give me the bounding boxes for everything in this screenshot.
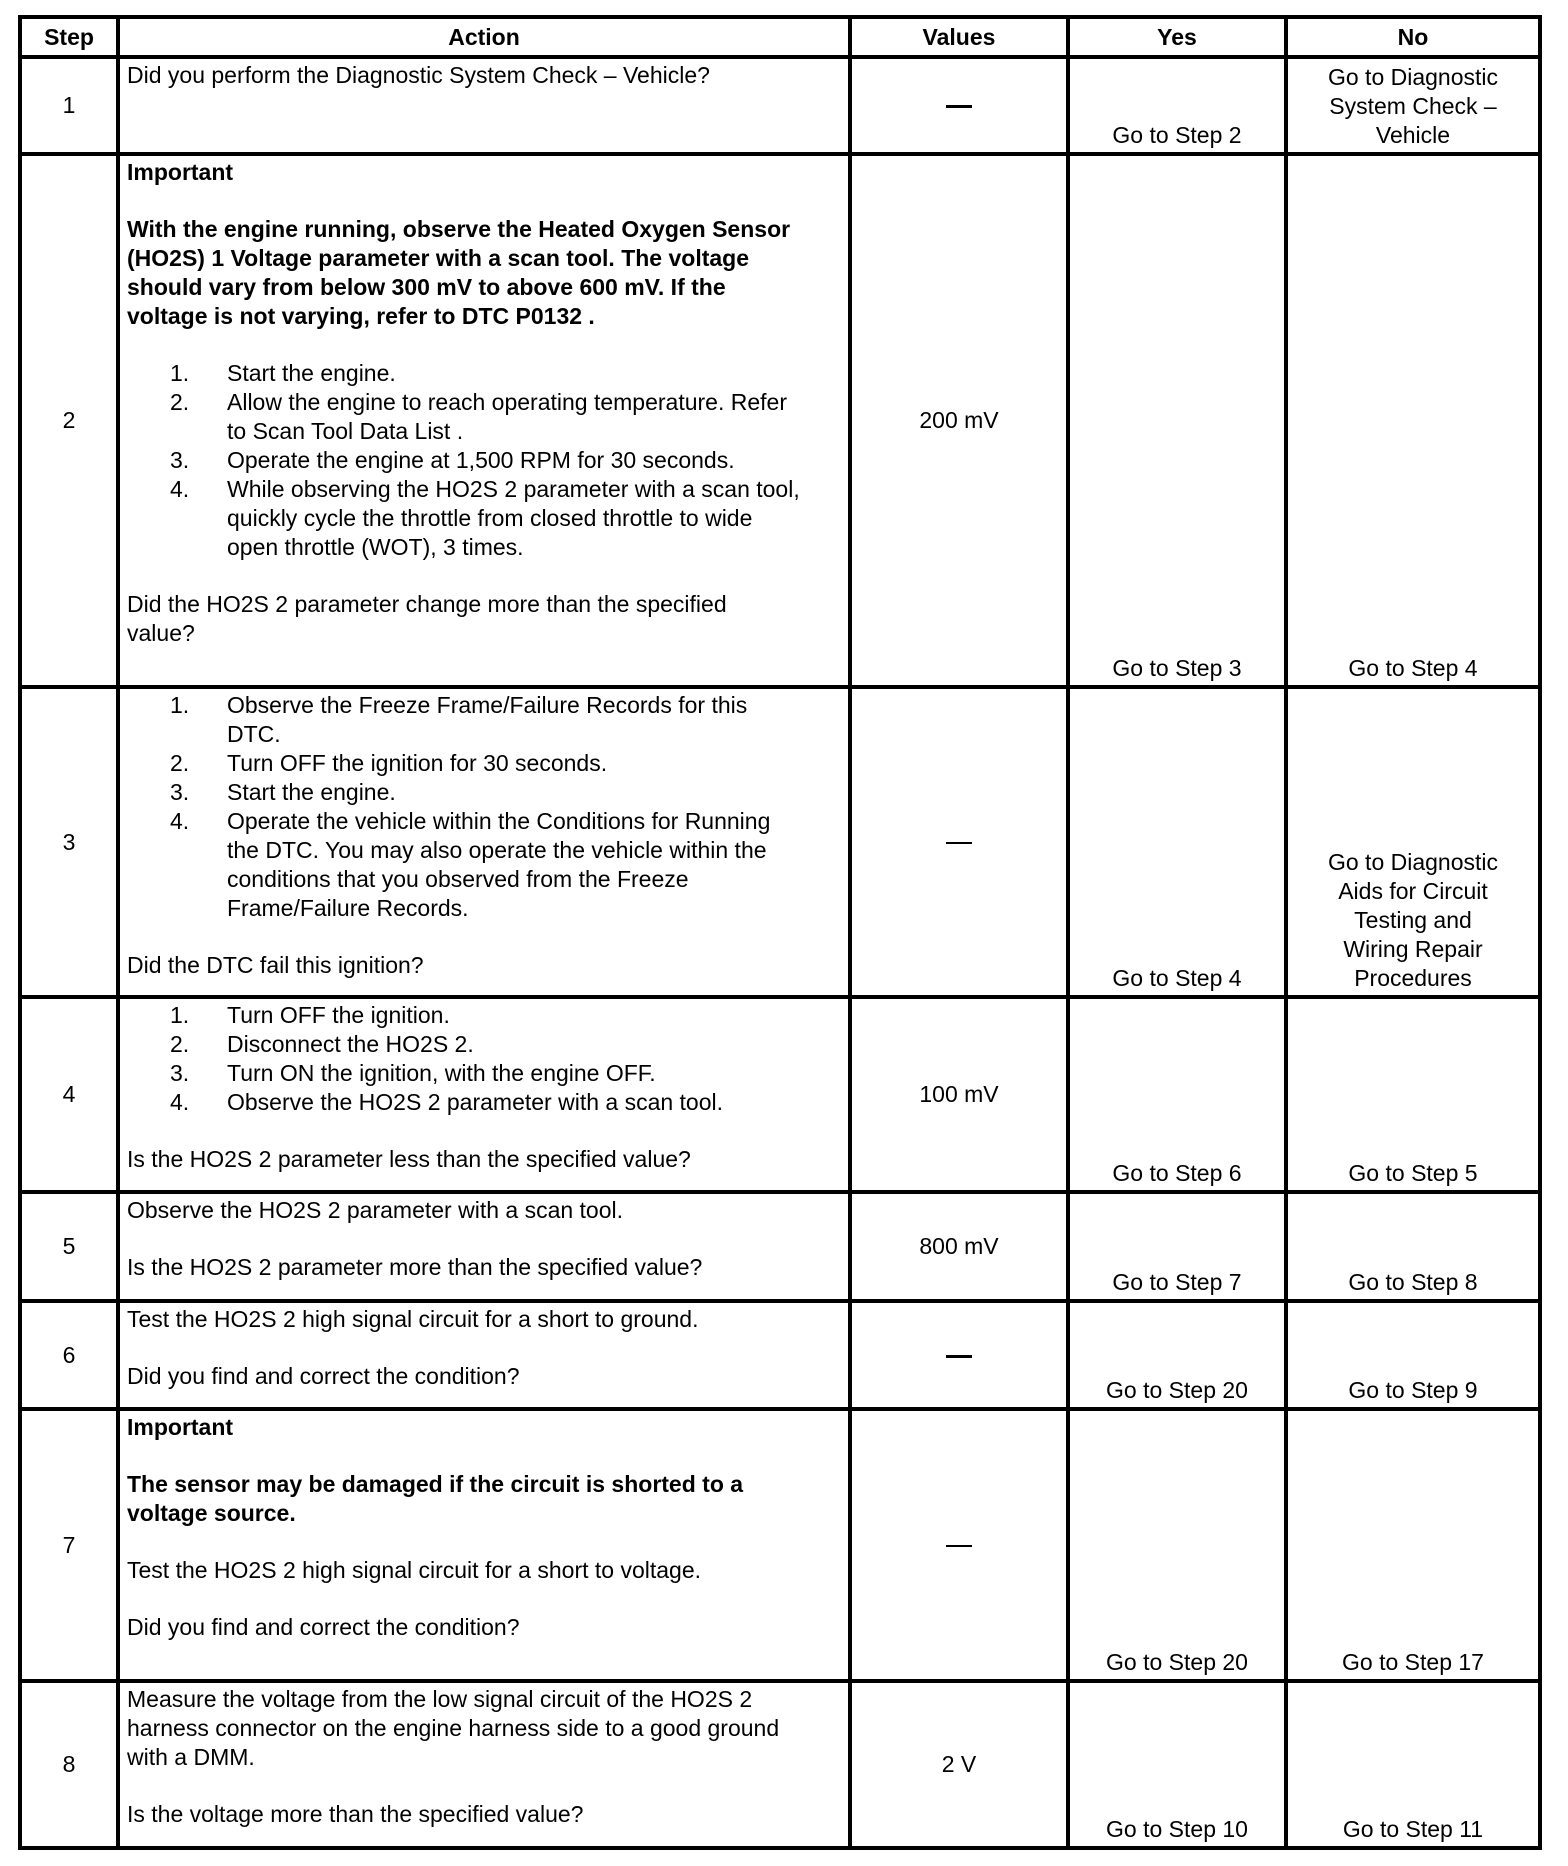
action-cell [118,1301,850,1409]
question-text: Did you find and correct the condition? [127,1614,520,1640]
step-number: 7 [20,1409,118,1681]
yes-cell: Go to Step 6 [1068,997,1286,1192]
yes-cell: Go to Step 10 [1068,1681,1286,1848]
list-item: 2. Turn OFF the ignition for 30 seconds. [170,750,608,776]
list-item: 2. Allow the engine to reach operating temperature. Refer to Scan Tool Data List . [170,389,787,444]
table-row [20,997,1540,1192]
list-item: 1. Start the engine. [170,360,396,386]
no-cell: Go to Step 5 [1286,997,1540,1192]
header-row [20,17,1540,57]
action-cell [118,687,850,997]
question-text: Is the HO2S 2 parameter more than the specified value? [127,1254,703,1280]
value-cell: 800 mV [850,1192,1068,1301]
list-item: 3. Start the engine. [170,779,396,805]
no-cell: Go to Step 8 [1286,1192,1540,1301]
step-number: 3 [20,687,118,997]
step-number: 2 [20,154,118,687]
table-row [20,154,1540,687]
header-action: Action [118,17,850,57]
step-number: 8 [20,1681,118,1848]
question-text: Did the HO2S 2 parameter change more than the specified value? [127,591,727,646]
value-cell: 2 V [850,1681,1068,1848]
action-cell [118,154,850,687]
header-yes: Yes [1068,17,1286,57]
important-label: Important [127,1414,234,1440]
action-cell [118,1192,850,1301]
value-cell [850,687,1068,997]
important-label: Important [127,159,234,185]
table-row [20,687,1540,997]
procedure-list [127,1001,841,1117]
value-dash [946,1545,972,1547]
list-item: 2. Disconnect the HO2S 2. [170,1031,474,1057]
table-row [20,1301,1540,1409]
no-cell: Go to Step 17 [1286,1409,1540,1681]
question-text: Did you find and correct the condition? [127,1363,520,1389]
yes-cell: Go to Step 7 [1068,1192,1286,1301]
value-dash [946,1355,972,1358]
no-cell: Go to Diagnostic Aids for Circuit Testing and Wiring Repair Procedures [1286,687,1540,997]
diagnostic-page [18,15,1538,1850]
yes-cell: Go to Step 4 [1068,687,1286,997]
yes-cell: Go to Step 20 [1068,1301,1286,1409]
list-item: 3. Turn ON the ignition, with the engine OFF. [170,1060,656,1086]
list-item: 3. Operate the engine at 1,500 RPM for 30 seconds. [170,447,735,473]
step-number: 6 [20,1301,118,1409]
yes-cell: Go to Step 3 [1068,154,1286,687]
list-item: 4. While observing the HO2S 2 parameter with a scan tool, quickly cycle the throttle from closed throttle to wide open throttle (WOT), 3 times. [170,476,800,560]
step-number: 5 [20,1192,118,1301]
instruction-text: Measure the voltage from the low signal circuit of the HO2S 2 harness connector on the engine harness side to a good ground with a DMM. [127,1686,780,1770]
table-row [20,57,1540,154]
important-note: The sensor may be damaged if the circuit is shorted to a voltage source. [127,1471,744,1526]
question-text: Did the DTC fail this ignition? [127,952,424,978]
header-no: No [1286,17,1540,57]
list-item: 1. Turn OFF the ignition. [170,1002,450,1028]
action-cell [118,997,850,1192]
value-cell: 200 mV [850,154,1068,687]
value-dash [946,105,972,108]
instruction-text: Test the HO2S 2 high signal circuit for a short to ground. [127,1306,699,1332]
header-step: Step [20,17,118,57]
question-text: Is the voltage more than the specified value? [127,1801,584,1827]
no-cell: Go to Step 9 [1286,1301,1540,1409]
instruction-text: Test the HO2S 2 high signal circuit for a short to voltage. [127,1557,702,1583]
yes-cell: Go to Step 2 [1068,57,1286,154]
table-row [20,1192,1540,1301]
instruction-text: Observe the HO2S 2 parameter with a scan tool. [127,1197,624,1223]
list-item: 1. Observe the Freeze Frame/Failure Records for this DTC. [170,692,748,747]
list-item: 4. Observe the HO2S 2 parameter with a scan tool. [170,1089,724,1115]
question-text: Did you perform the Diagnostic System Check – Vehicle? [127,62,710,88]
table-row [20,1681,1540,1848]
value-cell [850,1409,1068,1681]
action-cell [118,57,850,154]
step-number: 4 [20,997,118,1192]
table-row [20,1409,1540,1681]
diagnostic-table [18,15,1542,1850]
action-cell [118,1409,850,1681]
value-cell [850,1301,1068,1409]
value-cell [850,57,1068,154]
procedure-list [127,691,841,923]
action-cell [118,1681,850,1848]
header-values: Values [850,17,1068,57]
list-item: 4. Operate the vehicle within the Conditions for Running the DTC. You may also operate the vehicle within the conditions that you observed from the Freeze Frame/Failure Records. [170,808,771,921]
question-text: Is the HO2S 2 parameter less than the specified value? [127,1146,691,1172]
yes-cell: Go to Step 20 [1068,1409,1286,1681]
procedure-list [127,359,841,562]
important-note: With the engine running, observe the Heated Oxygen Sensor (HO2S) 1 Voltage parameter with a scan tool. The voltage should vary from below 300 mV to above 600 mV. If the voltage is not varying, refer to DTC P0132 . [127,216,791,329]
value-dash [946,842,972,844]
no-cell: Go to Step 11 [1286,1681,1540,1848]
no-cell: Go to Diagnostic System Check – Vehicle [1286,57,1540,154]
value-cell: 100 mV [850,997,1068,1192]
no-cell: Go to Step 4 [1286,154,1540,687]
step-number: 1 [20,57,118,154]
